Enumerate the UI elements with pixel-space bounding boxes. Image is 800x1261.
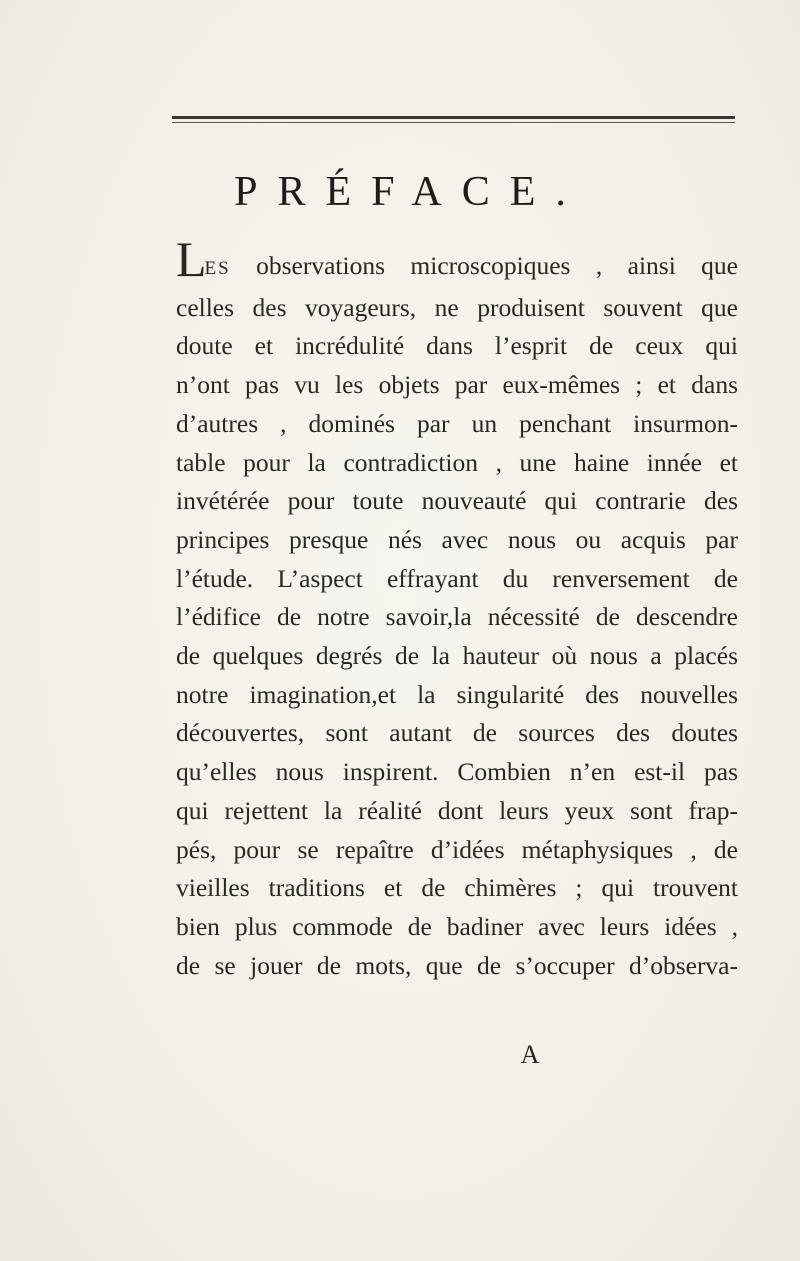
preface-paragraph <box>176 231 738 985</box>
text-line: invétérée pour toute nouveauté qui contrarie des <box>176 486 738 516</box>
signature-mark: A <box>520 1040 540 1069</box>
text-line: l’étude. L’aspect effrayant du renversement de <box>176 563 738 593</box>
text-line: notre imagination,et la singularité des nouvelles <box>176 679 738 709</box>
text-line: de se jouer de mots, que de s’occuper d’observa- <box>176 950 738 980</box>
text-line: d’autres , dominés par un penchant insurmon- <box>176 408 738 438</box>
text-line: principes presque nés avec nous ou acquis par <box>176 524 738 554</box>
drop-cap: L <box>176 231 207 287</box>
text-line: qu’elles nous inspirent. Combien n’en est-il pas <box>176 757 738 787</box>
text-line: celles des voyageurs, ne produisent souvent que <box>176 292 738 322</box>
text-line: table pour la contradiction , une haine innée et <box>176 447 738 477</box>
text-line: de quelques degrés de la hauteur où nous a placés <box>176 641 738 671</box>
text-line: vieilles traditions et de chimères ; qui trouvent <box>176 873 738 903</box>
first-word-smallcaps: ES <box>204 258 231 279</box>
text-line: l’édifice de notre savoir,la nécessité de descendre <box>176 602 738 632</box>
header-rule-thick <box>172 116 735 119</box>
text-line: doute et incrédulité dans l’esprit de ceux qui <box>176 331 738 361</box>
text-line-1 <box>176 231 738 289</box>
text-line: pés, pour se repaître d’idées métaphysiques , de <box>176 834 738 864</box>
text-line: qui rejettent la réalité dont leurs yeux sont frap- <box>176 795 738 825</box>
first-line-text: observations microscopiques , ainsi que <box>230 251 738 280</box>
page-title: PRÉFACE. <box>234 169 586 215</box>
header-rule-thin <box>172 122 735 123</box>
text-line: n’ont pas vu les objets par eux-mêmes ; et dans <box>176 370 738 400</box>
text-line: bien plus commode de badiner avec leurs idées , <box>176 911 738 941</box>
text-line: découvertes, sont autant de sources des doutes <box>176 718 738 748</box>
